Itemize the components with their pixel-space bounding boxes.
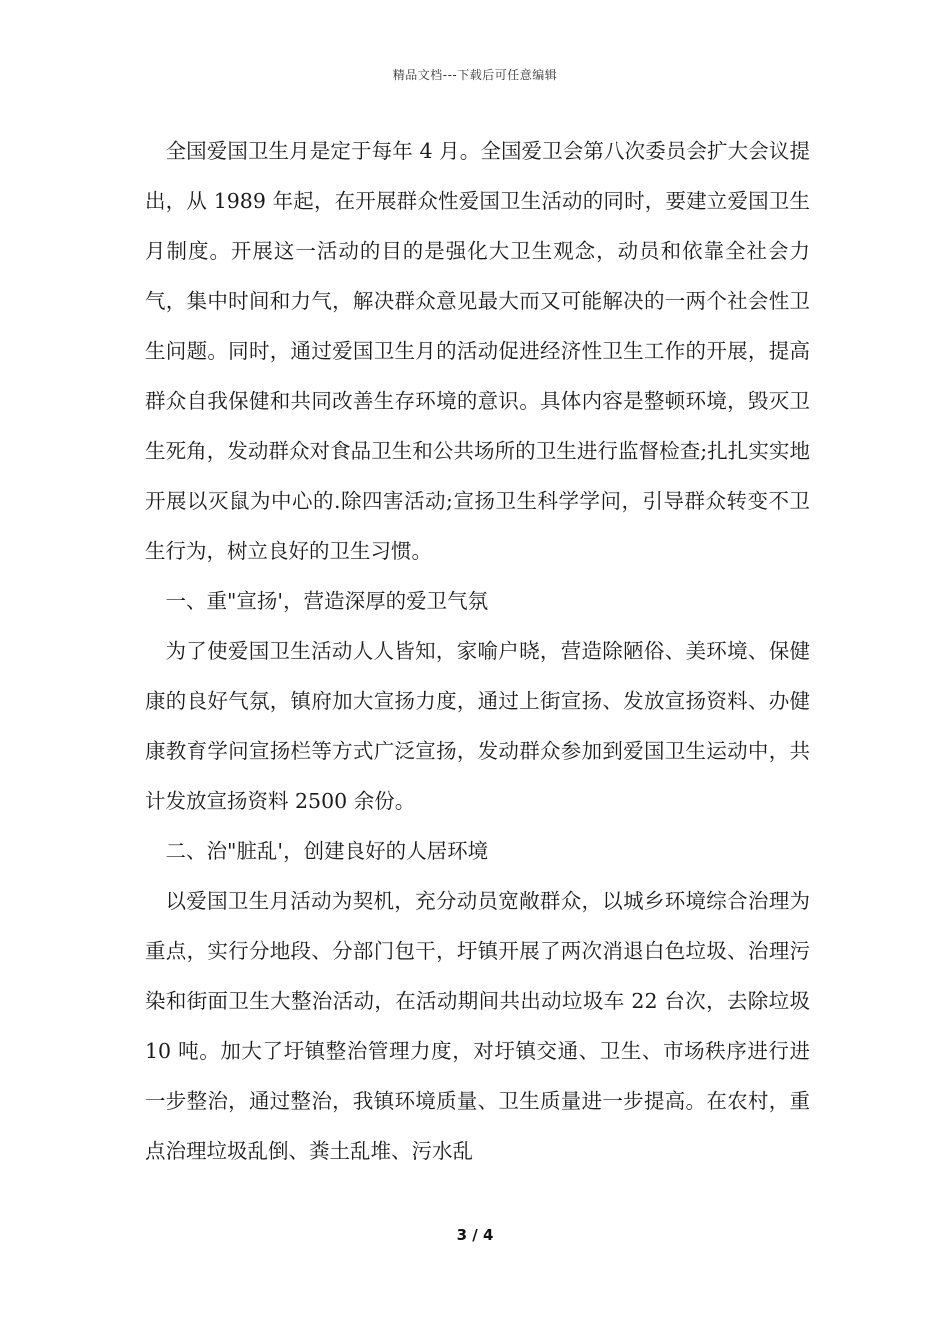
document-body: [145, 126, 810, 1176]
page-header: 精品文档---下载后可任意编辑: [392, 68, 558, 82]
section-heading-1: 一、重"宣扬'，营造深厚的爱卫气氛: [165, 589, 489, 613]
section-heading-2: 二、治"脏乱'，创建良好的人居环境: [165, 839, 489, 863]
paragraph-intro: 全国爱国卫生月是定于每年 4 月。全国爱卫会第八次委员会扩大会议提出，从 1989 年起，在开展群众性爱国卫生活动的同时，要建立爱国卫生月制度。开展这一活动的目的是强化大卫生观念，动员和依靠全社会力气，集中时间和力气，解决群众意见最大而又可能解决的一两个社会性卫生问题。同时，通过爱国卫生月的活动促进经济性卫生工作的开展，提高群众自我保健和共同改善生存环境的意识。具体内容是整顿环境，毁灭卫生死角，发动群众对食品卫生和公共场所的卫生进行监督检查;扎扎实实地开展以灭鼠为中心的.除四害活动;宣扬卫生科学学问，引导群众转变不卫生行为，树立良好的卫生习惯。: [145, 139, 810, 563]
paragraph-publicity: 为了使爱国卫生活动人人皆知，家喻户晓，营造除陋俗、美环境、保健康的良好气氛，镇府加大宣扬力度，通过上街宣扬、发放宣扬资料、办健康教育学问宣扬栏等方式广泛宣扬，发动群众参加到爱国卫生运动中，共计发放宣扬资料 2500 余份。: [145, 639, 810, 813]
paragraph-environment: 以爱国卫生月活动为契机，充分动员宽敞群众，以城乡环境综合治理为重点，实行分地段、分部门包干，圩镇开展了两次消退白色垃圾、治理污染和街面卫生大整治活动，在活动期间共出动垃圾车 22 台次，去除垃圾 10 吨。加大了圩镇整治管理力度，对圩镇交通、卫生、市场秩序进行进一步整治，通过整治，我镇环境质量、卫生质量进一步提高。在农村，重点治理垃圾乱倒、粪土乱堆、污水乱: [145, 889, 810, 1163]
page-number: 3 / 4: [456, 1226, 494, 1244]
